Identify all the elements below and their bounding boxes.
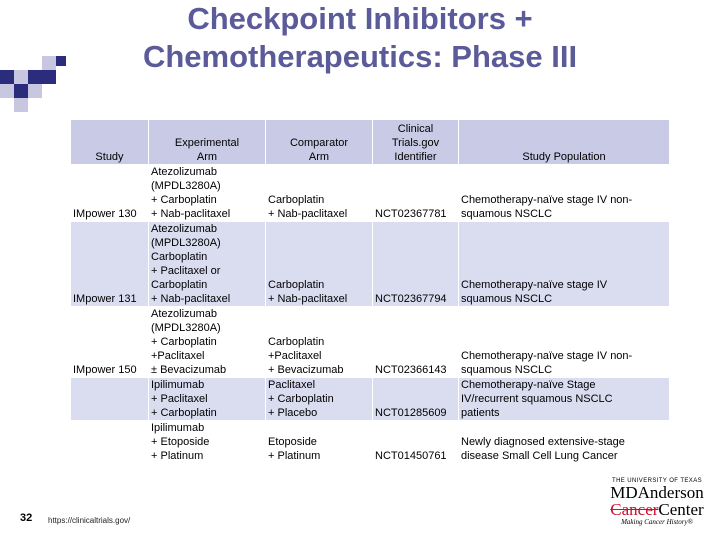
cell-text: Carboplatin bbox=[151, 251, 208, 263]
cell-comparator bbox=[266, 307, 373, 378]
cell-study bbox=[71, 378, 149, 421]
header-text: Study Population bbox=[522, 151, 606, 163]
decorative-square bbox=[42, 56, 56, 70]
title-line: Checkpoint Inhibitors + bbox=[187, 1, 533, 36]
header-text: Identifier bbox=[394, 151, 437, 163]
decorative-square bbox=[14, 98, 28, 112]
cell-study bbox=[71, 307, 149, 378]
cell-text: squamous NSCLC bbox=[461, 293, 553, 305]
cell-identifier bbox=[373, 307, 459, 378]
header-text: Experimental bbox=[174, 137, 240, 149]
cell-text: Carboplatin bbox=[268, 194, 325, 206]
cell-text: Newly diagnosed extensive-stage bbox=[461, 436, 625, 448]
logo-cancer: Cancer bbox=[610, 500, 659, 519]
cell-text: + Nab-paclitaxel bbox=[151, 208, 231, 220]
cell-comparator bbox=[266, 378, 373, 421]
cell-experimental bbox=[149, 421, 266, 464]
decorative-square bbox=[28, 84, 42, 98]
cell-text: + Nab-paclitaxel bbox=[151, 293, 231, 305]
cell-text: + Paclitaxel or bbox=[151, 265, 221, 277]
decorative-square bbox=[14, 70, 28, 84]
cell-text: + Carboplatin bbox=[151, 336, 217, 348]
cell-text: + Paclitaxel bbox=[151, 393, 208, 405]
cell-text: (MPDL3280A) bbox=[151, 180, 221, 192]
cell-text: disease Small Cell Lung Cancer bbox=[461, 450, 618, 462]
title-line: Chemotherapeutics: Phase III bbox=[142, 39, 578, 74]
header-text: Clinical bbox=[397, 123, 434, 135]
cell-text: (MPDL3280A) bbox=[151, 322, 221, 334]
decorative-square bbox=[14, 84, 28, 98]
logo-cancer-center bbox=[598, 501, 716, 518]
cell-text: NCT01450761 bbox=[375, 450, 447, 462]
cell-text: Atezolizumab bbox=[151, 223, 218, 235]
table-row bbox=[71, 222, 670, 307]
cell-text: + Platinum bbox=[268, 450, 321, 462]
table-row bbox=[71, 307, 670, 378]
header-study bbox=[71, 120, 149, 165]
cell-text: Paclitaxel bbox=[268, 379, 316, 391]
cell-text: + Carboplatin bbox=[268, 393, 334, 405]
header-experimental-arm bbox=[149, 120, 266, 165]
cell-text: + Placebo bbox=[268, 407, 318, 419]
header-comparator-arm bbox=[266, 120, 373, 165]
cell-text: ± Bevacizumab bbox=[151, 364, 227, 376]
trials-table bbox=[70, 119, 670, 464]
cell-text: + Platinum bbox=[151, 450, 204, 462]
cell-text: + Nab-paclitaxel bbox=[268, 293, 348, 305]
cell-experimental bbox=[149, 165, 266, 222]
cell-text: Carboplatin bbox=[268, 336, 325, 348]
logo-md-anderson: MDAnderson bbox=[610, 483, 704, 502]
cell-text: +Paclitaxel bbox=[268, 350, 322, 362]
table-row bbox=[71, 421, 670, 464]
cell-comparator bbox=[266, 165, 373, 222]
cell-identifier bbox=[373, 222, 459, 307]
header-row bbox=[71, 120, 670, 165]
header-identifier bbox=[373, 120, 459, 165]
cell-text: + Carboplatin bbox=[151, 407, 217, 419]
cell-text: + Etoposide bbox=[151, 436, 210, 448]
header-text: Arm bbox=[308, 151, 330, 163]
cell-study bbox=[71, 165, 149, 222]
cell-population bbox=[459, 222, 670, 307]
table-row bbox=[71, 165, 670, 222]
cell-population bbox=[459, 421, 670, 464]
decorative-square bbox=[42, 70, 56, 84]
cell-text: NCT01285609 bbox=[375, 407, 447, 419]
cell-study bbox=[71, 222, 149, 307]
cell-text: Chemotherapy-naïve stage IV non- bbox=[461, 350, 633, 362]
cell-text: IV/recurrent squamous NSCLC bbox=[461, 393, 613, 405]
header-text: Arm bbox=[196, 151, 218, 163]
source-url: https://clinicaltrials.gov/ bbox=[48, 516, 131, 525]
cell-identifier bbox=[373, 421, 459, 464]
cell-comparator bbox=[266, 421, 373, 464]
header-study-population bbox=[459, 120, 670, 165]
logo-tagline: Making Cancer History® bbox=[621, 518, 693, 526]
slide-title bbox=[60, 0, 660, 76]
cell-text: IMpower 150 bbox=[73, 364, 137, 376]
md-anderson-logo bbox=[598, 478, 716, 536]
cell-text: Chemotherapy-naïve stage IV bbox=[461, 279, 608, 291]
cell-text: squamous NSCLC bbox=[461, 208, 553, 220]
cell-text: + Bevacizumab bbox=[268, 364, 344, 376]
cell-text: Ipilimumab bbox=[151, 422, 205, 434]
cell-text: IMpower 131 bbox=[73, 293, 137, 305]
cell-identifier bbox=[373, 378, 459, 421]
cell-text: Carboplatin bbox=[268, 279, 325, 291]
cell-text: Atezolizumab bbox=[151, 308, 218, 320]
cell-population bbox=[459, 307, 670, 378]
cell-text: Atezolizumab bbox=[151, 166, 218, 178]
cell-population bbox=[459, 165, 670, 222]
header-text: Study bbox=[95, 151, 124, 163]
header-text: Trials.gov bbox=[391, 137, 440, 149]
table-row bbox=[71, 378, 670, 421]
cell-text: + Nab-paclitaxel bbox=[268, 208, 348, 220]
cell-text: squamous NSCLC bbox=[461, 364, 553, 376]
cell-text: Etoposide bbox=[268, 436, 317, 448]
logo-university: THE UNIVERSITY OF TEXAS bbox=[612, 478, 702, 484]
cell-text: Carboplatin bbox=[151, 279, 208, 291]
cell-text: patients bbox=[461, 407, 500, 419]
cell-text: IMpower 130 bbox=[73, 208, 137, 220]
cell-comparator bbox=[266, 222, 373, 307]
cell-population bbox=[459, 378, 670, 421]
cell-experimental bbox=[149, 222, 266, 307]
cell-text: Ipilimumab bbox=[151, 379, 205, 391]
cell-experimental bbox=[149, 378, 266, 421]
decorative-square bbox=[0, 70, 14, 84]
decorative-square bbox=[28, 70, 42, 84]
cell-study bbox=[71, 421, 149, 464]
cell-text: Chemotherapy-naïve stage IV non- bbox=[461, 194, 633, 206]
decorative-square bbox=[0, 84, 14, 98]
cell-text: NCT02367781 bbox=[375, 208, 447, 220]
cell-text: Chemotherapy-naïve Stage bbox=[461, 379, 596, 391]
page-number: 32 bbox=[20, 512, 33, 524]
cell-text: +Paclitaxel bbox=[151, 350, 205, 362]
cell-text: NCT02367794 bbox=[375, 293, 447, 305]
cell-text: (MPDL3280A) bbox=[151, 237, 221, 249]
logo-center: Center bbox=[658, 500, 704, 519]
cell-experimental bbox=[149, 307, 266, 378]
header-text: Comparator bbox=[289, 137, 349, 149]
cell-text: NCT02366143 bbox=[375, 364, 447, 376]
cell-text: + Carboplatin bbox=[151, 194, 217, 206]
cell-identifier bbox=[373, 165, 459, 222]
